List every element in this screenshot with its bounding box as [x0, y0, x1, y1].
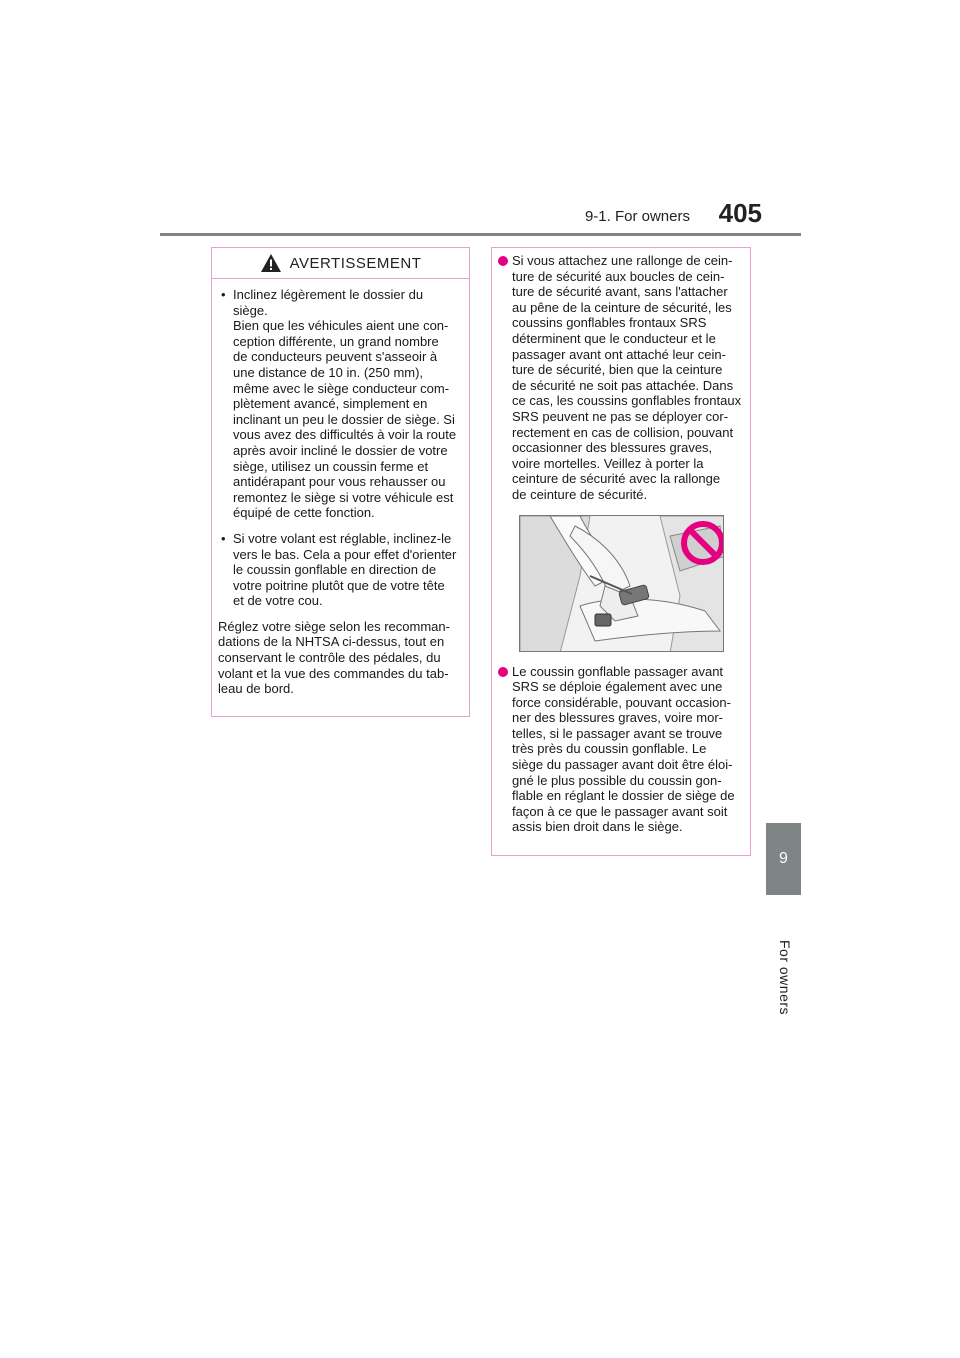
text-line: le coussin gonflable en direction de: [233, 562, 437, 578]
text-line: siège.: [233, 302, 268, 318]
text-line: après avoir incliné le dossier de votre: [233, 442, 448, 458]
text-line: inclinant un peu le dossier de siège. Si: [233, 411, 455, 427]
text-line: vers le bas. Cela a pour effet d'orienter: [233, 546, 457, 562]
text-line: remontez le siège si votre véhicule est: [233, 489, 454, 505]
text-line: coussins gonflables frontaux SRS: [512, 315, 707, 331]
text-line: ceinture de sécurité avec la rallonge: [512, 471, 721, 487]
chapter-side-label: For owners: [777, 940, 793, 1016]
warning-title: AVERTISSEMENT: [289, 254, 422, 272]
text-line: volant et la vue des commandes du tab-: [218, 665, 449, 681]
text-line: gné le plus possible du coussin gon-: [512, 772, 722, 788]
text-line: au pêne de la ceinture de sécurité, les: [512, 299, 732, 315]
text-line: de ceinture de sécurité.: [512, 486, 648, 502]
text-line: assis bien droit dans le siège.: [512, 819, 683, 835]
text-line: déterminent que le conducteur et le: [512, 330, 716, 346]
caution-item-2: [498, 664, 742, 836]
text-line: flable en réglant le dossier de siège de: [512, 788, 735, 804]
text-line: ture de sécurité, bien que la ceinture: [512, 362, 723, 378]
warning-header: [212, 248, 469, 279]
text-line: antidérapant pour vous rehausser ou: [233, 474, 446, 490]
text-line: rectement en cas de collision, pouvant: [512, 424, 734, 440]
text-line: une distance de 10 in. (250 mm),: [233, 364, 424, 380]
text-line: Si vous attachez une rallonge de cein-: [512, 253, 733, 268]
warning-triangle-icon: [260, 253, 282, 273]
text-line: très près du coussin gonflable. Le: [512, 741, 707, 757]
caution-item-1: [498, 253, 742, 503]
text-line: ception différente, un grand nombre: [233, 333, 439, 349]
text-line: occasionner des blessures graves,: [512, 440, 713, 456]
warning-bullet-text: [233, 531, 462, 609]
text-line: équipé de cette fonction.: [233, 505, 375, 521]
text-line: voire mortelles. Veillez à porter la: [512, 455, 704, 471]
text-line: Le coussin gonflable passager avant: [512, 663, 724, 679]
text-line: plètement avancé, simplement en: [233, 396, 428, 412]
text-line: Inclinez légèrement le dossier du: [233, 287, 424, 302]
warning-closing-paragraph: [218, 619, 462, 697]
text-line: dations de la NHTSA ci-dessus, tout en: [218, 634, 445, 650]
text-line: même avec le siège conducteur com-: [233, 380, 450, 396]
text-line: force considérable, pouvant occasion-: [512, 694, 731, 710]
text-line: vous avez des difficultés à voir la route: [233, 427, 457, 443]
chapter-tab: 9: [766, 823, 801, 895]
text-line: SRS peuvent ne pas se déployer cor-: [512, 408, 729, 424]
text-line: telles, si le passager avant se trouve: [512, 725, 723, 741]
caution-item-text: [512, 253, 742, 503]
text-line: SRS se déploie également avec une: [512, 679, 723, 695]
text-line: de sécurité ne soit pas attachée. Dans: [512, 377, 734, 393]
section-title: 9-1. For owners: [584, 208, 690, 225]
caution-box: [491, 247, 751, 856]
text-line: Bien que les véhicules aient une con-: [233, 318, 449, 334]
bullet-dot: •: [221, 530, 226, 546]
text-line: façon à ce que le passager avant soit: [512, 803, 728, 819]
text-line: leau de bord.: [218, 681, 294, 697]
page-number: 405: [718, 198, 762, 228]
text-line: votre poitrine plutôt que de votre tête: [233, 577, 445, 593]
warning-bullet-1: [218, 287, 462, 521]
text-line: passager avant ont attaché leur cein-: [512, 346, 726, 362]
text-line: de conducteurs peuvent s'asseoir à: [233, 349, 438, 365]
pink-bullet-icon: [498, 256, 508, 266]
bullet-dot: •: [221, 287, 226, 302]
text-line: ce cas, les coussins gonflables frontaux: [512, 393, 742, 409]
seatbelt-extender-prohibited-illustration: [519, 515, 724, 652]
text-line: conservant le contrôle des pédales, du: [218, 650, 441, 666]
warning-box: [211, 247, 470, 717]
warning-bullet-2: [218, 531, 462, 609]
text-line: ture de sécurité avant, sans l'attacher: [512, 284, 728, 300]
pink-bullet-icon: [498, 667, 508, 677]
text-line: ture de sécurité aux boucles de cein-: [512, 268, 725, 284]
text-line: siège du passager avant doit être éloi-: [512, 757, 733, 773]
header-divider: [160, 233, 801, 236]
text-line: ner des blessures graves, voire mor-: [512, 710, 723, 726]
caution-item-text: [512, 664, 742, 836]
text-line: Si votre volant est réglable, inclinez-le: [233, 530, 452, 546]
warning-bullet-text: [233, 287, 462, 521]
text-line: et de votre cou.: [233, 593, 323, 609]
text-line: siège, utilisez un coussin ferme et: [233, 458, 429, 474]
text-line: Réglez votre siège selon les recomman-: [218, 618, 450, 634]
